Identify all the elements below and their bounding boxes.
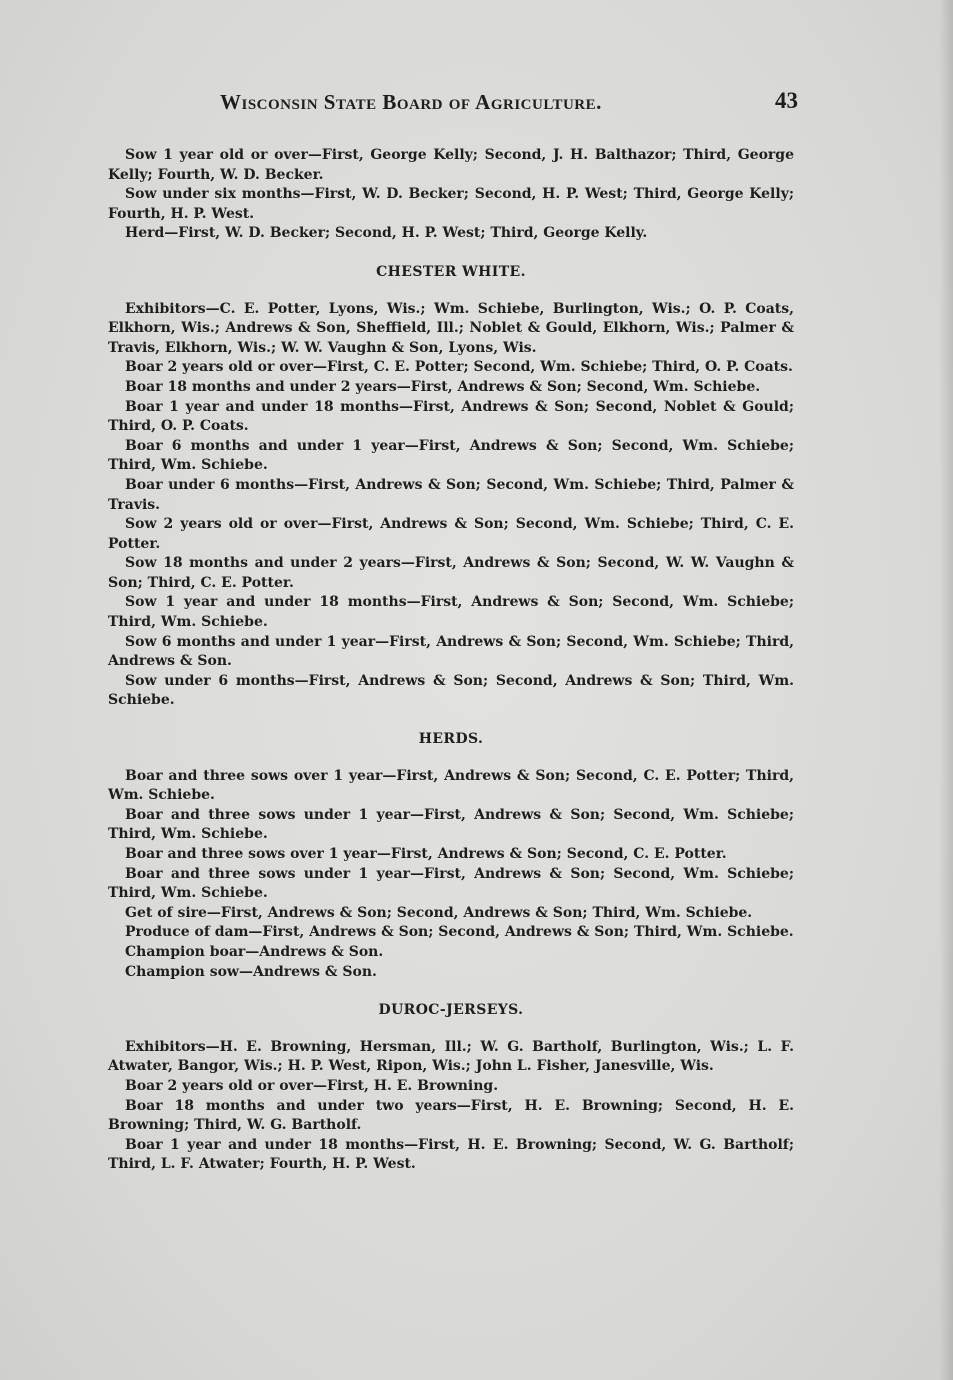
entry: Boar 2 years old or over—First, C. E. Potter; Second, Wm. Schiebe; Third, O. P. Coats. [125,359,793,376]
entry: Sow under 6 months—First, Andrews & Son; Second, Andrews & Son; Third, Wm. Schiebe. [108,672,794,709]
section-heading-herds: HERDS. [418,731,484,748]
exhibitors-entry: Exhibitors—H. E. Browning, Hersman, Ill.; W. G. Bartholf, Burlington, Wis.; L. F. Atwater, Bangor, Wis.; H. P. West, Ripon, Wis.; John L. Fisher, Janesville, Wis. [108,1038,794,1075]
entry: Boar 1 year and under 18 months—First, H. E. Browning; Second, W. G. Bartholf; Third, L. F. Atwater; Fourth, H. P. West. [108,1136,794,1173]
page-body [108,146,794,1175]
running-title: Wisconsin State Board of Agriculture. [220,90,602,114]
section-heading-chester-white: CHESTER WHITE. [376,263,526,280]
entry: Boar and three sows under 1 year—First, Andrews & Son; Second, Wm. Schiebe; Third, Wm. Schiebe. [108,865,794,902]
entry: Sow under six months—First, W. D. Becker; Second, H. P. West; Third, George Kelly; Fourth, H. P. West. [108,186,794,222]
entry: Boar 6 months and under 1 year—First, Andrews & Son; Second, Wm. Schiebe; Third, Wm. Schiebe. [108,437,794,474]
entry: Boar 18 months and under 2 years—First, Andrews & Son; Second, Wm. Schiebe. [125,378,761,395]
entry: Sow 1 year and under 18 months—First, Andrews & Son; Second, Wm. Schiebe; Third, Wm. Schiebe. [108,594,794,631]
page-number: 43 [775,88,798,113]
entry: Get of sire—First, Andrews & Son; Second, Andrews & Son; Third, Wm. Schiebe. [125,904,753,921]
section-heading-duroc-jerseys: DUROC-JERSEYS. [378,1002,524,1019]
entry: Sow 6 months and under 1 year—First, Andrews & Son; Second, Wm. Schiebe; Third, Andrews & Son. [108,633,794,670]
exhibitors-entry: Exhibitors—C. E. Potter, Lyons, Wis.; Wm. Schiebe, Burlington, Wis.; O. P. Coats, Elkhorn, Wis.; Andrews & Son, Sheffield, Ill.; Noblet & Gould, Elkhorn, Wis.; Palmer & Travis, Elkhorn, Wis.; W. W. Vaughn & Son, Lyons, Wis. [108,300,794,356]
entry: Produce of dam—First, Andrews & Son; Second, Andrews & Son; Third, Wm. Schiebe. [125,924,794,941]
entry: Boar under 6 months—First, Andrews & Son; Second, Wm. Schiebe; Third, Palmer & Travis. [108,476,794,513]
entry: Boar and three sows over 1 year—First, Andrews & Son; Second, C. E. Potter; Third, Wm. Schiebe. [108,767,794,804]
entry: Boar 2 years old or over—First, H. E. Browning. [125,1077,499,1094]
entry: Herd—First, W. D. Becker; Second, H. P. West; Third, George Kelly. [125,225,648,242]
page-header [220,88,798,122]
page-edge-shadow [939,0,953,1380]
entry: Sow 2 years old or over—First, Andrews & Son; Second, Wm. Schiebe; Third, C. E. Potter. [108,516,794,552]
entry: Boar and three sows under 1 year—First, Andrews & Son; Second, Wm. Schiebe; Third, Wm. Schiebe. [108,806,794,843]
entry: Champion sow—Andrews & Son. [125,963,377,980]
entry: Boar and three sows over 1 year—First, Andrews & Son; Second, C. E. Potter. [125,846,727,862]
entry: Champion boar—Andrews & Son. [125,943,384,960]
entry: Sow 1 year old or over—First, George Kelly; Second, J. H. Balthazor; Third, George Kelly; Fourth, W. D. Becker. [108,147,794,183]
entry: Boar 18 months and under two years—First, H. E. Browning; Second, H. E. Browning; Third, W. G. Bartholf. [108,1097,794,1134]
entry: Boar 1 year and under 18 months—First, Andrews & Son; Second, Noblet & Gould; Third, O. P. Coats. [108,398,794,435]
entry: Sow 18 months and under 2 years—First, Andrews & Son; Second, W. W. Vaughn & Son; Third, C. E. Potter. [108,555,794,591]
